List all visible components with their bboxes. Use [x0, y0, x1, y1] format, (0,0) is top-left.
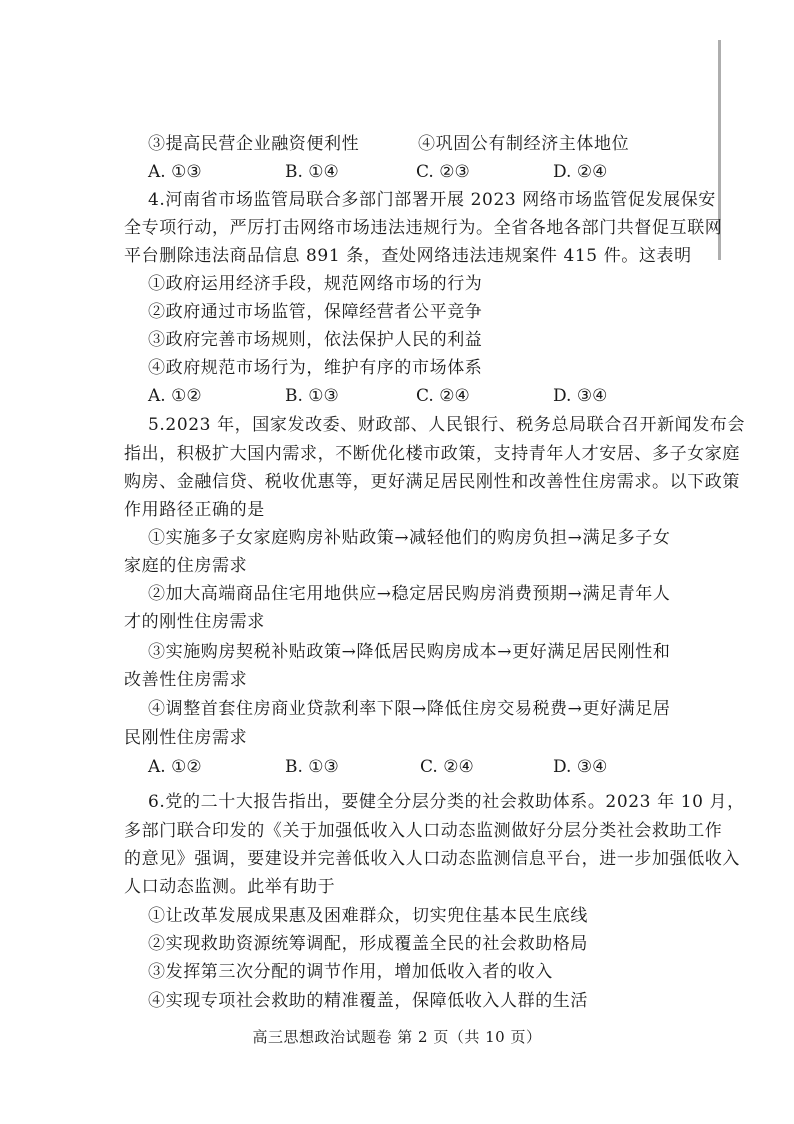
q5-option-c: C. ②④	[420, 757, 474, 777]
q5-stem-line-3: 购房、金融信贷、税收优惠等，更好满足居民刚性和改善性住房需求。以下政策	[124, 472, 740, 492]
q4-item-3: ③政府完善市场规则，依法保护人民的利益	[148, 330, 483, 350]
q5-stem-line-2: 指出，积极扩大国内需求，不断优化楼市政策，支持青年人才安居、多子女家庭	[124, 444, 740, 464]
q3-option-a: A. ①③	[148, 162, 202, 182]
q3-option-d: D. ②④	[553, 162, 608, 182]
q6-stem-line-4: 人口动态监测。此举有助于	[124, 877, 336, 897]
q5-stem-line-1: 5.2023 年，国家发改委、财政部、人民银行、税务总局联合召开新闻发布会	[148, 415, 746, 435]
q5-item-3-line-1: ③实施购房契税补贴政策→降低居民购房成本→更好满足居民刚性和	[148, 642, 671, 662]
q6-stem-line-1: 6.党的二十大报告指出，要健全分层分类的社会救助体系。2023 年 10 月，	[148, 792, 745, 812]
q4-option-d: D. ③④	[553, 386, 608, 406]
q5-item-4-line-2: 民刚性住房需求	[124, 728, 248, 748]
q5-item-1-line-1: ①实施多子女家庭购房补贴政策→减轻他们的购房负担→满足多子女	[148, 528, 671, 548]
q3-option-c: C. ②③	[416, 162, 470, 182]
q4-item-1: ①政府运用经济手段，规范网络市场的行为	[148, 274, 483, 294]
q6-item-2: ②实现救助资源统筹调配，形成覆盖全民的社会救助格局	[148, 934, 588, 954]
q6-item-1: ①让改革发展成果惠及困难群众，切实兜住基本民生底线	[148, 906, 588, 926]
q5-item-2-line-2: 才的刚性住房需求	[124, 612, 265, 632]
q3-item-4: ④巩固公有制经济主体地位	[418, 134, 630, 154]
q5-option-d: D. ③④	[553, 757, 608, 777]
q5-option-b: B. ①③	[285, 757, 339, 777]
q4-stem-line-1: 4.河南省市场监管局联合多部门部署开展 2023 网络市场监管促发展保安	[148, 190, 716, 210]
q3-item-3: ③提高民营企业融资便利性	[148, 134, 360, 154]
q4-option-b: B. ①③	[285, 386, 339, 406]
q4-option-c: C. ②④	[416, 386, 470, 406]
q5-item-4-line-1: ④调整首套住房商业贷款利率下限→降低住房交易税费→更好满足居	[148, 699, 671, 719]
q6-item-4: ④实现专项社会救助的精准覆盖，保障低收入人群的生活	[148, 991, 588, 1011]
q5-item-2-line-1: ②加大高端商品住宅用地供应→稳定居民购房消费预期→满足青年人	[148, 584, 671, 604]
q5-option-a: A. ①②	[148, 757, 202, 777]
q3-option-b: B. ①④	[285, 162, 339, 182]
q4-stem-line-2: 全专项行动，严厉打击网络市场违法违规行为。全省各地各部门共督促互联网	[124, 218, 723, 238]
q5-item-1-line-2: 家庭的住房需求	[124, 556, 248, 576]
q4-item-4: ④政府规范市场行为，维护有序的市场体系	[148, 358, 483, 378]
q5-item-3-line-2: 改善性住房需求	[124, 670, 248, 690]
q4-item-2: ②政府通过市场监管，保障经营者公平竞争	[148, 302, 483, 322]
page-footer: 高三思想政治试题卷 第 2 页（共 10 页）	[252, 1028, 542, 1046]
q4-option-a: A. ①②	[148, 386, 202, 406]
q5-stem-line-4: 作用路径正确的是	[124, 500, 265, 520]
q4-stem-line-3: 平台删除违法商品信息 891 条，查处网络违法违规案件 415 件。这表明	[124, 246, 692, 266]
q6-item-3: ③发挥第三次分配的调节作用，增加低收入者的收入	[148, 962, 553, 982]
q6-stem-line-3: 的意见》强调，要建设并完善低收入人口动态监测信息平台，进一步加强低收入	[124, 849, 740, 869]
q6-stem-line-2: 多部门联合印发的《关于加强低收入人口动态监测做好分层分类社会救助工作	[124, 821, 723, 841]
